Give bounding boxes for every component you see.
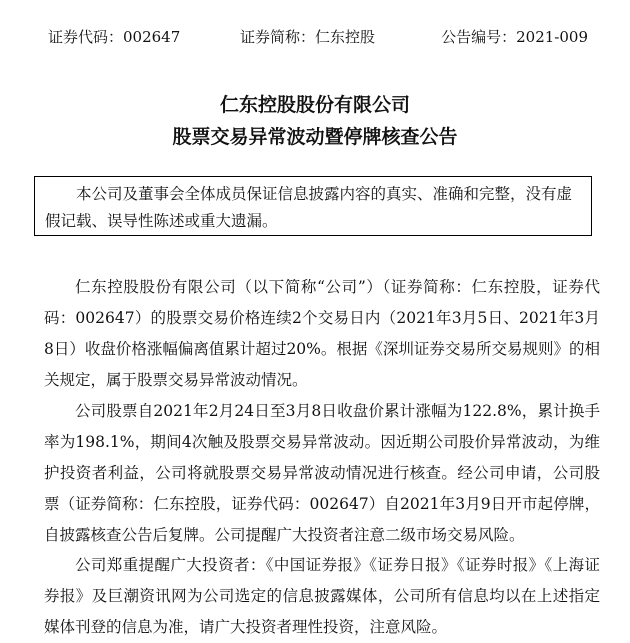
disclosure-notice-text: 本公司及董事会全体成员保证信息披露内容的真实、准确和完整，没有虚假记载、误导性陈述或重大遗漏。	[45, 185, 573, 230]
stock-code: 证券代码：002647	[48, 28, 181, 46]
paragraph-investor-reminder: 公司郑重提醒广大投资者：《中国证券报》《证券日报》《证券时报》《上海证券报》及巨潮资讯网为公司选定的信息披露媒体，公司所有信息均以在上述指定媒体刊登的信息为准，请广大投资者理性投资，注意风险。	[44, 556, 600, 636]
paragraph-suspension: 公司股票自2021年2月24日至3月8日收盘价累计涨幅为122.8%，累计换手率为198.1%，期间4次触及股票交易异常波动。因近期公司股价异常波动，为维护投资者利益，公司将就股票交易异常波动情况进行核查。经公司申请，公司股票（证券简称：仁东控股，证券代码：002647）自2021年3月9日开市起停牌，自披露核查公告后复牌。公司提醒广大投资者注意二级市场交易风险。	[44, 402, 600, 544]
company-title: 仁东控股股份有限公司	[219, 94, 410, 116]
paragraph-abnormal-fluctuation: 仁东控股股份有限公司（以下简称“公司”）（证券简称：仁东控股，证券代码：002647）的股票交易价格连续2个交易日内（2021年3月5日、2021年3月8日）收盘价格涨幅偏离值累计超过20%。根据《深圳证券交易所交易规则》的相关规定，属于股票交易异常波动情况。	[44, 278, 600, 389]
document-header	[0, 26, 630, 50]
stock-abbreviation: 证券简称：仁东控股	[240, 28, 376, 46]
disclosure-notice-box	[34, 176, 592, 236]
announcement-number: 公告编号：2021-009	[441, 28, 588, 46]
announcement-title: 股票交易异常波动暨停牌核查公告	[172, 126, 458, 148]
